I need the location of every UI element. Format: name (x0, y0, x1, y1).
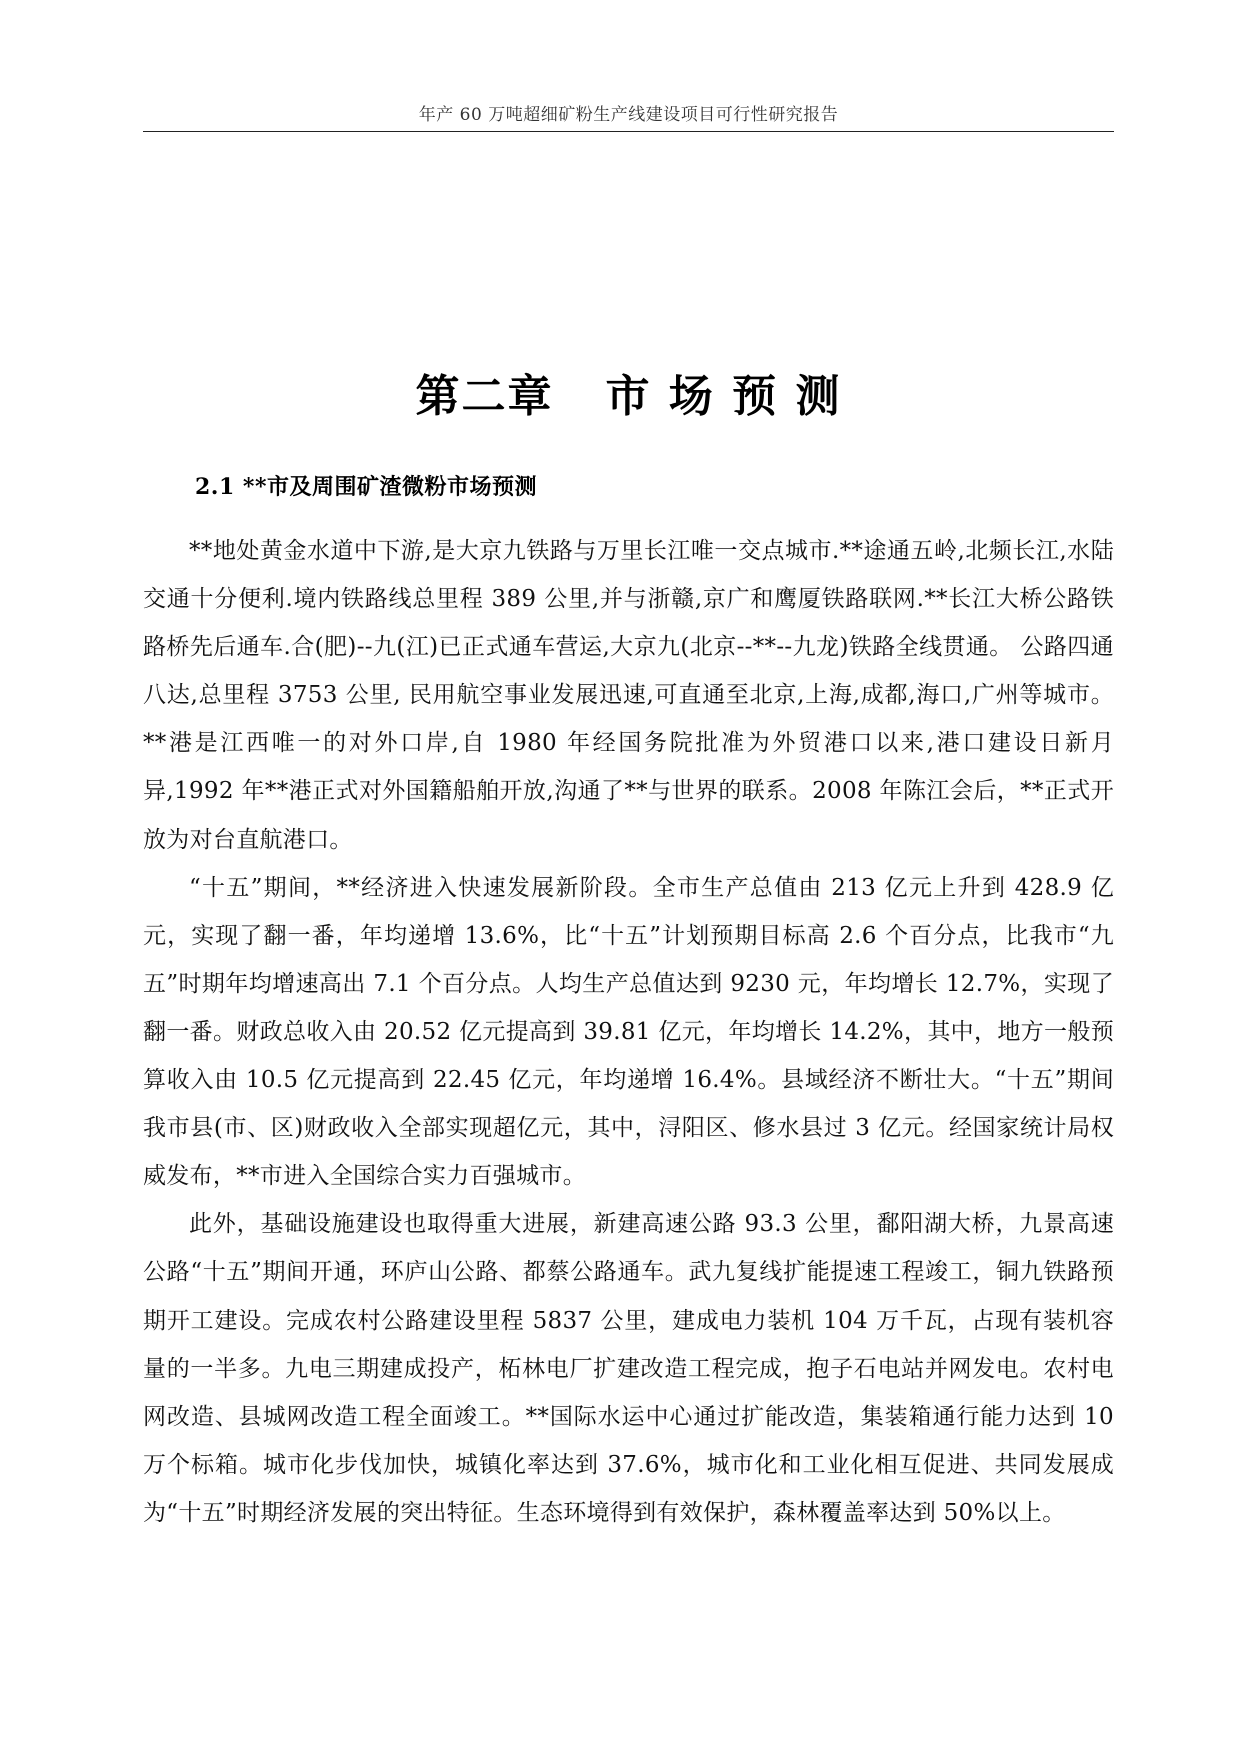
chapter-title: 第二章 市 场 预 测 (415, 371, 842, 422)
paragraph-2: “十五”期间，**经济进入快速发展新阶段。全市生产总值由 213 亿元上升到 428.9 亿元，实现了翻一番，年均递增 13.6%，比“十五”计划预期目标高 2.6 个百分点，比我市“九五”时期年均增速高出 7.1 个百分点。人均生产总值达到 9230 元，年均增长 12.7%，实现了翻一番。财政总收入由 20.52 亿元提高到 39.81 亿元，年均增长 14.2%，其中，地方一般预算收入由 10.5 亿元提高到 22.45 亿元，年均递增 16.4%。县域经济不断壮大。“十五”期间我市县(市、区)财政收入全部实现超亿元，其中，浔阳区、修水县过 3 亿元。经国家统计局权威发布，**市进入全国综合实力百强城市。 (143, 874, 1114, 1190)
running-header: 年产 60 万吨超细矿粉生产线建设项目可行性研究报告 (418, 105, 839, 125)
body-text (143, 527, 1114, 1537)
paragraph-3: 此外，基础设施建设也取得重大进展，新建高速公路 93.3 公里，鄱阳湖大桥，九景高速公路“十五”期间开通，环庐山公路、都蔡公路通车。武九复线扩能提速工程竣工，铜九铁路预期开工建设。完成农村公路建设里程 5837 公里，建成电力装机 104 万千瓦，占现有装机容量的一半多。九电三期建成投产，柘林电厂扩建改造工程完成，抱子石电站并网发电。农村电网改造、县城网改造工程全面竣工。**国际水运中心通过扩能改造，集装箱通行能力达到 10 万个标箱。城市化步伐加快，城镇化率达到 37.6%，城市化和工业化相互促进、共同发展成为“十五”时期经济发展的突出特征。生态环境得到有效保护，森林覆盖率达到 50%以上。 (143, 1211, 1114, 1526)
section-heading: 2.1 **市及周围矿渣微粉市场预测 (195, 474, 537, 500)
header-rule (143, 131, 1114, 132)
paragraph-1: **地处黄金水道中下游,是大京九铁路与万里长江唯一交点城市.**途通五岭,北频长江,水陆交通十分便利.境内铁路线总里程 389 公里,并与浙赣,京广和鹰厦铁路联网.**长江大桥公路铁路桥先后通车.合(肥)--九(江)已正式通车营运,大京九(北京--**--九龙)铁路全线贯通。 公路四通八达,总里程 3753 公里, 民用航空事业发展迅速,可直通至北京,上海,成都,海口,广州等城市。 **港是江西唯一的对外口岸,自 1980 年经国务院批准为外贸港口以来,港口建设日新月异,1992 年**港正式对外国籍船舶开放,沟通了**与世界的联系。2008 年陈江会后，**正式开放为对台直航港口。 (143, 538, 1114, 853)
